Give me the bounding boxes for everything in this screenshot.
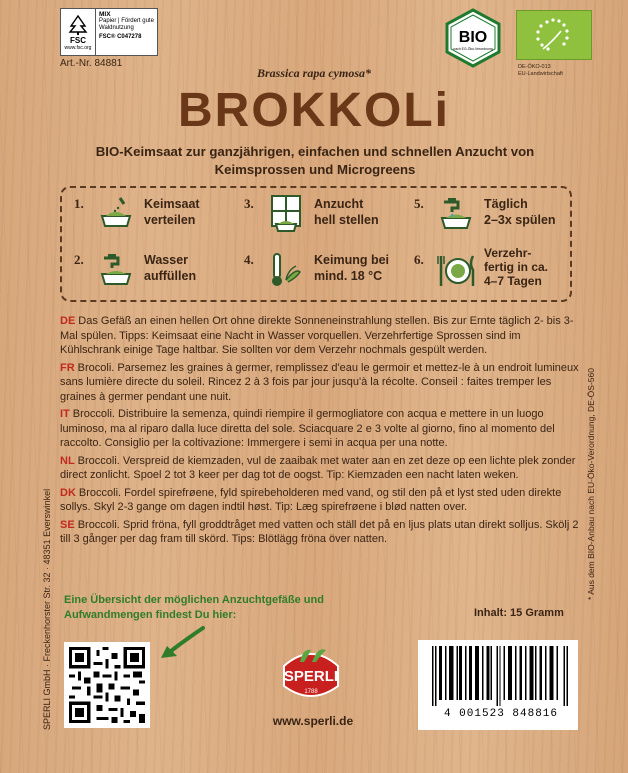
instruction-de: [60, 314, 580, 358]
step-3: 3. Anzucht hell stellen: [232, 190, 400, 242]
sperli-year: 1788: [304, 689, 318, 695]
instruction-dk: DK Broccoli. Fordel spirefrøene, fyld spirebeholderen med vand, og stil den på et lyst sted uden direkte sollys. Skyl 2-3 gange om dagen indtil høst. Tip: Læg spirefrøene i blød natten over.: [60, 486, 562, 513]
step-number: 1.: [74, 196, 84, 211]
qr-code[interactable]: [64, 642, 150, 728]
step-5: 5. Täglich 2–3x spülen: [402, 190, 570, 242]
fsc-mix-label: MIX: [99, 11, 111, 18]
step-1: 1. Keimsaat verteilen: [62, 190, 230, 242]
barcode-icon: [432, 646, 568, 706]
product-title: BROKKOLi: [178, 84, 450, 137]
instruction-se: SE Broccoli. Sprid fröna, fyll groddtråget med vatten och ställ det på en ljus plats utan direkt solljus. Skölj 2 till 3 gånger per dag fram till skörd. Tips: Blötlägg fröna över natten.: [60, 518, 579, 545]
language-code: DE: [60, 315, 76, 327]
window-icon: [266, 194, 306, 234]
latin-name: Brassica rapa cymosa*: [257, 66, 371, 80]
fsc-logo: [60, 8, 158, 56]
company-address: SPERLI GmbH · Freckenhorster Str. 32 · 48351 Everswinkel: [42, 488, 52, 730]
eu-organic-logo: [516, 10, 592, 60]
eu-organic-code: DE-ÖKO-013 EU-Landwirtschaft: [518, 64, 563, 77]
fsc-claim: Papier | Fördert gute Waldnutzung: [99, 18, 154, 31]
fsc-brand: FSC: [70, 35, 86, 45]
instructions: [60, 314, 580, 550]
product-subtitle: BIO-Keimsaat zur ganzjährigen, einfachen und schnellen Anzucht von Keimsprossen und Microgreens: [95, 144, 535, 177]
seed-tray-icon: [96, 194, 136, 234]
step-4: 4. Keimung bei mind. 18 °C: [232, 246, 400, 298]
bio-seal-icon: [444, 8, 502, 68]
fsc-website: www.fsc.org: [64, 44, 92, 51]
step-6: 6. Verzehr- fertig in ca. 4–7 Tagen: [414, 246, 549, 288]
step-label: Keimsaat: [144, 197, 200, 211]
organic-footnote: * Aus dem BIO-Anbau nach EU-Öko-Verordnung, DE-ÖS-560: [586, 368, 596, 600]
barcode: [418, 640, 578, 730]
tap-rinse-icon: [436, 194, 476, 234]
arrow-icon: [155, 624, 207, 664]
article-number: Art.-Nr. 84881: [60, 58, 123, 69]
instruction-text: Das Gefäß an einen hellen Ort ohne direkte Sonneneinstrahlung stellen. Bis zur Ernte täglich 2- bis 3-Mal spülen. Tipps: Keimsaat eine Nacht in Wasser vorquellen. Verzehrfertige Sprossen sind im Kühlschrank einige Tage haltbar. Sie sollten vor dem Verzehr nochmals gespült werden.: [60, 315, 574, 356]
water-tap-icon: [96, 250, 136, 290]
website-link[interactable]: www.sperli.de: [272, 714, 354, 728]
qr-code-icon: [69, 647, 145, 723]
thermometer-icon: [266, 250, 306, 290]
content-amount: Inhalt: 15 Gramm: [474, 607, 564, 619]
sperli-brand-name: SPERLI: [283, 668, 339, 685]
bio-seal-subtext: nach EG-Öko-Verordnung: [453, 47, 493, 51]
instruction-fr: FR Brocoli. Parsemez les graines à germer, remplissez d'eau le germoir et mettez-le à un endroit lumineux sans lumière directe du soleil. Rincez 2 à 3 fois par jour jusqu'à la récolte. Conseil : faites tremper les graines à germer pendant une nuit.: [60, 361, 579, 403]
steps-box: [60, 186, 572, 302]
fsc-code: FSC® C047278: [99, 34, 142, 40]
instruction-nl: NL Broccoli. Verspreid de kiemzaden, vul de zaaibak met water aan en zet deze op een lichte plek zonder direct zonlicht. Spoel 2 tot 3 keer per dag tot de oogst. Tip: Kiemzaden een nacht laten weken.: [60, 454, 576, 481]
eu-leaf-icon: [517, 11, 591, 59]
overview-hint: Eine Übersicht der möglichen Anzuchtgefäße und Aufwandmengen findest Du hier:: [64, 594, 324, 621]
sperli-logo: [274, 644, 348, 704]
instruction-it: IT Broccoli. Distribuire la semenza, quindi riempire il germogliatore con acqua e mettere in un luogo luminoso, ma al riparo dalla luce diretta del sole. Sciacquare 2 e 3 volte al giorno, fino al momento del raccolto. Consiglio per la coltivazione: Immergere i semi in acqua per una notte.: [60, 408, 555, 449]
bio-seal-text: BIO: [458, 29, 488, 46]
step-2: 2. Wasser auffüllen: [62, 246, 230, 298]
barcode-number: 4 001523 848816: [443, 708, 559, 720]
plate-cutlery-icon: [436, 250, 476, 290]
fsc-tree-icon: [67, 14, 89, 36]
